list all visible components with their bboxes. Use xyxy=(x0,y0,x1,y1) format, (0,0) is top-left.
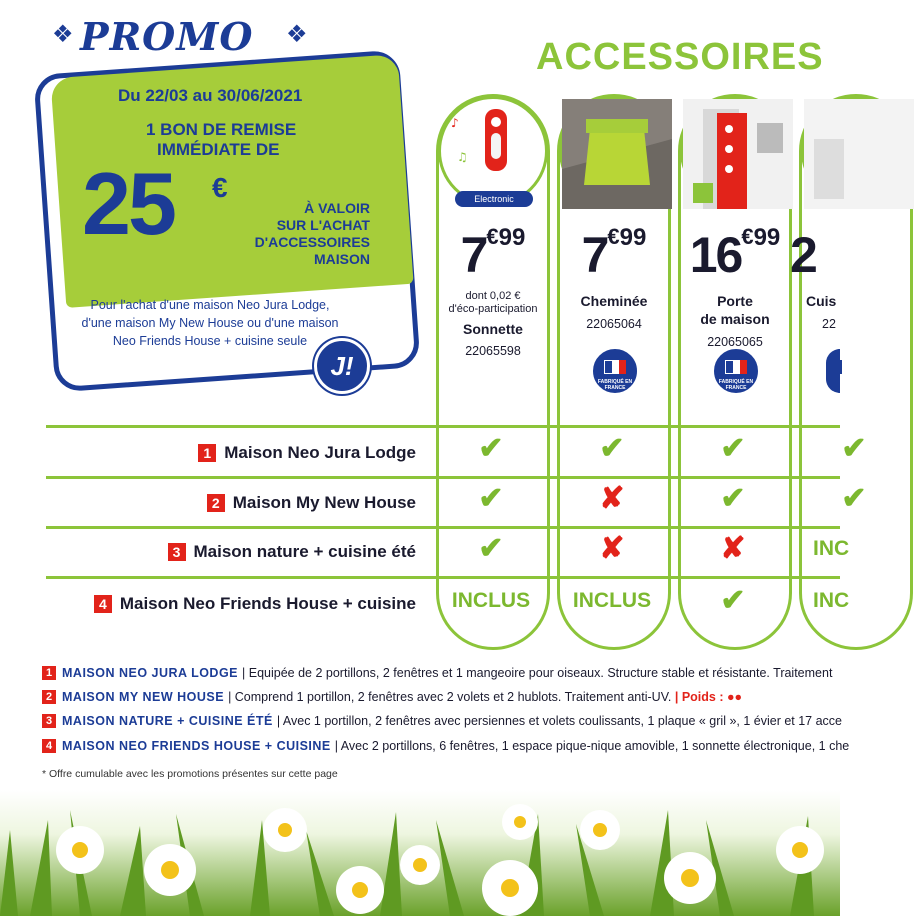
detail-name: MAISON NATURE + CUISINE ÉTÉ xyxy=(62,714,273,728)
row-label-4 xyxy=(94,594,416,614)
product-name-line: Porte xyxy=(717,293,753,309)
eco-participation xyxy=(433,290,553,316)
price-decimal: 99 xyxy=(498,224,526,251)
promo-valoir-line: SUR L'ACHAT xyxy=(276,217,370,233)
row-divider xyxy=(46,576,840,579)
svg-text:♪: ♪ xyxy=(451,116,459,130)
promo-title: PROMO xyxy=(80,14,254,59)
promo-valoir-line: MAISON xyxy=(314,251,370,267)
check-icon: ✔ xyxy=(478,432,504,465)
promo-conditions xyxy=(50,296,370,350)
promo-condition-line: d'une maison My New House ou d'une maison xyxy=(81,316,339,330)
row-label-1 xyxy=(198,443,416,463)
detail-name: MAISON NEO FRIENDS HOUSE + CUISINE xyxy=(62,739,331,753)
check-icon: ✔ xyxy=(841,482,867,515)
promo-condition-line: Neo Friends House + cuisine seule xyxy=(112,334,308,348)
price-sonnette xyxy=(433,226,553,284)
made-in-france-icon xyxy=(714,349,758,393)
detail-weight: | Poids : ●● xyxy=(674,690,743,704)
promo-valoir-line: À VALOIR xyxy=(304,200,370,216)
promo-dates: Du 22/03 au 30/06/2021 xyxy=(118,86,303,105)
svg-text:♫: ♫ xyxy=(457,150,468,164)
row-label-3 xyxy=(168,542,417,562)
product-image-kitchen xyxy=(801,96,911,206)
flag-label: FABRIQUÉ EN FRANCE xyxy=(718,379,754,391)
product-ref-porte: 22065065 xyxy=(707,335,763,349)
row-label-text: Maison My New House xyxy=(232,493,416,512)
price-porte xyxy=(675,226,795,284)
price-cheminee xyxy=(554,226,674,284)
brand-badge-icon: J! xyxy=(314,338,370,394)
eco-line: dont 0,02 € xyxy=(465,290,521,302)
check-icon: ✔ xyxy=(720,584,746,617)
detail-name: MAISON MY NEW HOUSE xyxy=(62,690,225,704)
product-image-chimney xyxy=(559,96,669,206)
promo-currency: € xyxy=(212,172,228,203)
cross-icon: ✘ xyxy=(720,532,746,565)
product-ref-cuisine: 22 xyxy=(822,317,836,331)
row-number: 4 xyxy=(94,595,112,613)
price-integer: 7 xyxy=(581,227,608,283)
detail-text: | Equipée de 2 portillons, 2 fenêtres et 1 mangeoire pour oiseaux. Structure stable et résistante. Traitement xyxy=(242,666,833,680)
row-divider xyxy=(46,526,840,529)
detail-number: 4 xyxy=(42,739,56,753)
check-icon: ✔ xyxy=(478,532,504,565)
made-in-france-icon xyxy=(593,349,637,393)
promo-decoration-left: ❖ xyxy=(52,21,74,48)
row-divider xyxy=(46,476,840,479)
row-label-text: Maison nature + cuisine été xyxy=(193,542,416,561)
product-name-sonnette: Sonnette xyxy=(463,321,523,337)
check-icon: ✔ xyxy=(599,432,625,465)
detail-line-3 xyxy=(42,714,842,728)
promo-amount: 25 xyxy=(82,154,174,253)
row-label-2 xyxy=(207,493,416,513)
included-label: INC xyxy=(813,589,850,612)
check-icon: ✔ xyxy=(478,482,504,515)
product-name-porte xyxy=(675,292,795,328)
product-name-cheminee: Cheminée xyxy=(580,293,648,309)
row-number: 1 xyxy=(198,444,216,462)
price-decimal: 99 xyxy=(753,224,781,251)
product-ref-sonnette: 22065598 xyxy=(465,344,521,358)
promo-voucher-line2: IMMÉDIATE DE xyxy=(157,140,280,159)
cross-icon: ✘ xyxy=(599,482,625,515)
detail-text: | Avec 2 portillons, 6 fenêtres, 1 espace pique-nique amovible, 1 sonnette électronique, 1 che xyxy=(334,739,850,753)
row-number: 3 xyxy=(168,543,186,561)
detail-name: MAISON NEO JURA LODGE xyxy=(62,666,239,680)
detail-number: 2 xyxy=(42,690,56,704)
price-currency: € xyxy=(741,224,754,249)
detail-line-4 xyxy=(42,739,849,753)
check-icon: ✔ xyxy=(720,482,746,515)
footnote: * Offre cumulable avec les promotions présentes sur cette page xyxy=(42,768,338,780)
meadow-illustration xyxy=(0,790,840,916)
price-integer: 7 xyxy=(460,227,487,283)
check-icon: ✔ xyxy=(720,432,746,465)
detail-text: | Avec 1 portillon, 2 fenêtres avec persiennes et volets coulissants, 1 plaque « gril », 1 évier et 17 acce xyxy=(276,714,843,728)
promo-voucher-line1: 1 BON DE REMISE xyxy=(146,120,297,139)
included-label: INC xyxy=(813,537,850,560)
flag-label: FABRIQUÉ EN FRANCE xyxy=(597,379,633,391)
check-icon: ✔ xyxy=(841,432,867,465)
promo-valoir-line: D'ACCESSOIRES xyxy=(254,234,370,250)
promo-decoration-right: ❖ xyxy=(286,21,308,48)
promo-valoir-text xyxy=(252,200,370,268)
product-name-cuisine: Cuis xyxy=(806,293,837,309)
included-label: INCLUS xyxy=(451,589,531,612)
product-ref-cheminee: 22065064 xyxy=(586,317,642,331)
price-decimal: 99 xyxy=(619,224,647,251)
price-integer: 2 xyxy=(790,227,816,283)
accessories-title: ACCESSOIRES xyxy=(536,36,824,78)
row-divider xyxy=(46,425,840,428)
product-image-doorbell xyxy=(438,96,548,206)
made-in-france-icon xyxy=(826,349,840,393)
included-label: INCLUS xyxy=(572,589,652,612)
row-number: 2 xyxy=(207,494,225,512)
row-label-text: Maison Neo Friends House + cuisine xyxy=(119,594,416,613)
row-label-text: Maison Neo Jura Lodge xyxy=(224,443,416,462)
detail-number: 3 xyxy=(42,714,56,728)
detail-number: 1 xyxy=(42,666,56,680)
cross-icon: ✘ xyxy=(599,532,625,565)
eco-line: d'éco-participation xyxy=(448,303,538,315)
product-image-door xyxy=(680,96,790,206)
detail-line-1 xyxy=(42,666,832,680)
detail-line-2 xyxy=(42,690,742,704)
detail-text: | Comprend 1 portillon, 2 fenêtres avec 2 volets et 2 hublots. Traitement anti-UV. xyxy=(228,690,672,704)
price-currency: € xyxy=(486,224,499,249)
promo-condition-line: Pour l'achat d'une maison Neo Jura Lodge, xyxy=(90,298,330,312)
price-currency: € xyxy=(607,224,620,249)
price-cuisine xyxy=(790,226,850,284)
product-name-line: de maison xyxy=(700,311,770,327)
price-integer: 16 xyxy=(689,227,742,283)
electronic-badge: Electronic xyxy=(455,191,533,207)
